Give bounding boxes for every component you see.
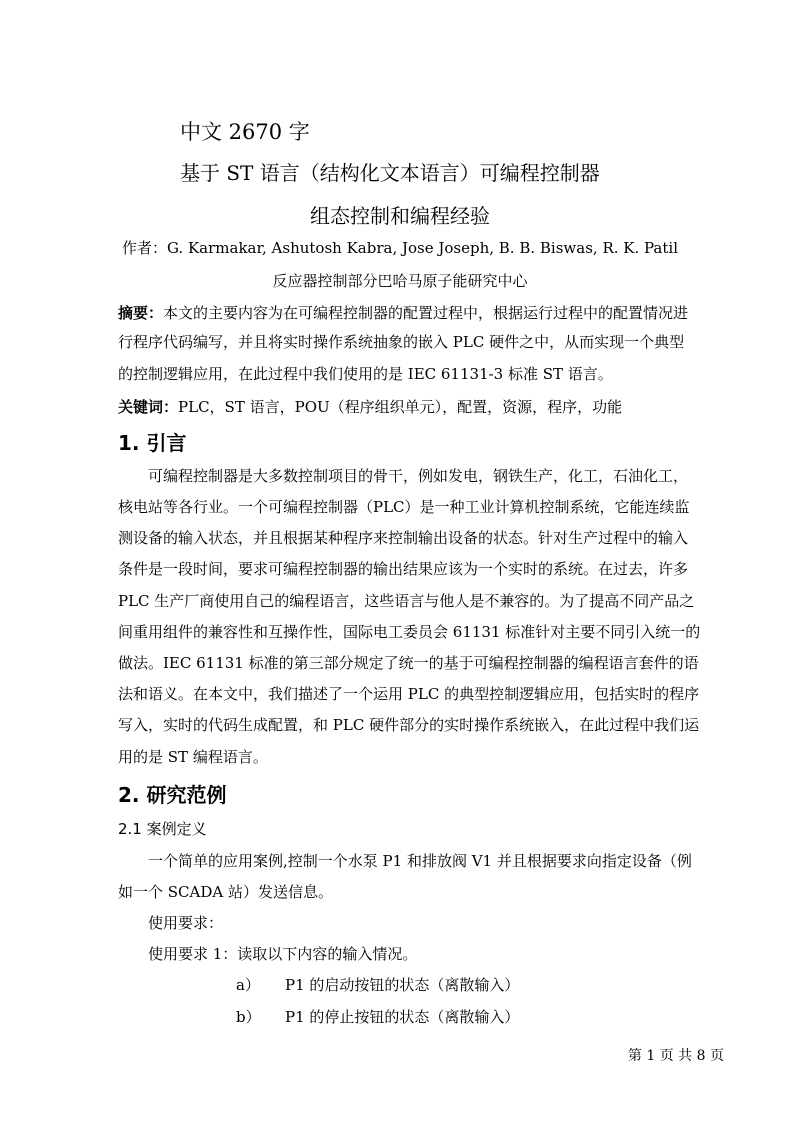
section-2-line-1: 一个简单的应用案例,控制一个水泵 P1 和排放阀 V1 并且根据要求向指定设备（例 (148, 852, 692, 870)
title-line-2: 组态控制和编程经验 (310, 204, 490, 228)
title-line-1: 基于 ST 语言（结构化文本语言）可编程控制器 (180, 161, 600, 185)
abstract-text-1: 本文的主要内容为在可编程控制器的配置过程中，根据运行过程中的配置情况进 (163, 304, 689, 322)
section-2-line-2: 如一个 SCADA 站）发送信息。 (118, 883, 333, 901)
section-1-line-6: 间重用组件的兼容性和互操作性，国际电工委员会 61131 标准针对主要不同引入统一的 (118, 623, 701, 641)
list-item-b-marker: b） (236, 1008, 261, 1026)
authors: 作者：G. Karmakar, Ashutosh Kabra, Jose Joseph, B. B. Biswas, R. K. Patil (121, 239, 678, 257)
list-item-a-marker: a） (236, 976, 260, 994)
section-1-line-4: 条件是一段时间，要求可编程控制器的输出结果应该为一个实时的系统。在过去，许多 (118, 560, 689, 578)
section-1-line-9: 写入，实时的代码生成配置，和 PLC 硬件部分的实时操作系统嵌入，在此过程中我们运 (118, 716, 700, 734)
section-1-line-2: 核电站等各行业。一个可编程控制器（PLC）是一种工业计算机控制系统，它能连续监 (118, 498, 690, 516)
abstract-line-3: 的控制逻辑应用，在此过程中我们使用的是 IEC 61131-3 标准 ST 语言。 (118, 365, 613, 383)
section-1-line-8: 法和语义。在本文中，我们描述了一个运用 PLC 的典型控制逻辑应用，包括实时的程序 (118, 685, 700, 703)
page-number: 第 1 页 共 8 页 (627, 1048, 724, 1064)
list-item-b-text: P1 的停止按钮的状态（离散输入） (285, 1008, 520, 1026)
keywords-label: 关键词： (118, 398, 179, 416)
section-2-1-heading: 2.1 案例定义 (118, 820, 207, 838)
section-1-heading: 1. 引言 (118, 431, 187, 455)
list-item-a-text: P1 的启动按钮的状态（离散输入） (285, 976, 520, 994)
section-1-line-3: 测设备的输入状态，并且根据某种程序来控制输出设备的状态。针对生产过程中的输入 (118, 529, 689, 547)
keywords-text: PLC，ST 语言，POU（程序组织单元），配置，资源，程序，功能 (178, 398, 623, 416)
section-1-line-1: 可编程控制器是大多数控制项目的骨干，例如发电，钢铁生产，化工，石油化工， (148, 467, 689, 485)
affiliation: 反应器控制部分巴哈马原子能研究中心 (272, 272, 528, 290)
abstract-line-2: 行程序代码编写，并且将实时操作系统抽象的嵌入 PLC 硬件之中，从而实现一个典型 (118, 333, 685, 351)
abstract-line-1 (118, 302, 688, 323)
section-1-line-7: 做法。IEC 61131 标准的第三部分规定了统一的基于可编程控制器的编程语言套件的语 (118, 654, 699, 672)
keywords-line (118, 396, 622, 417)
section-1-line-5: PLC 生产厂商使用自己的编程语言，这些语言与他人是不兼容的。为了提高不同产品之 (118, 592, 695, 610)
word-count: 中文 2670 字 (180, 120, 310, 144)
section-2-heading: 2. 研究范例 (118, 783, 227, 807)
section-1-line-10: 用的是 ST 编程语言。 (118, 748, 268, 766)
section-2-line-3: 使用要求： (148, 914, 224, 932)
section-2-line-4: 使用要求 1：读取以下内容的输入情况。 (148, 945, 418, 963)
abstract-label: 摘要： (118, 304, 164, 322)
